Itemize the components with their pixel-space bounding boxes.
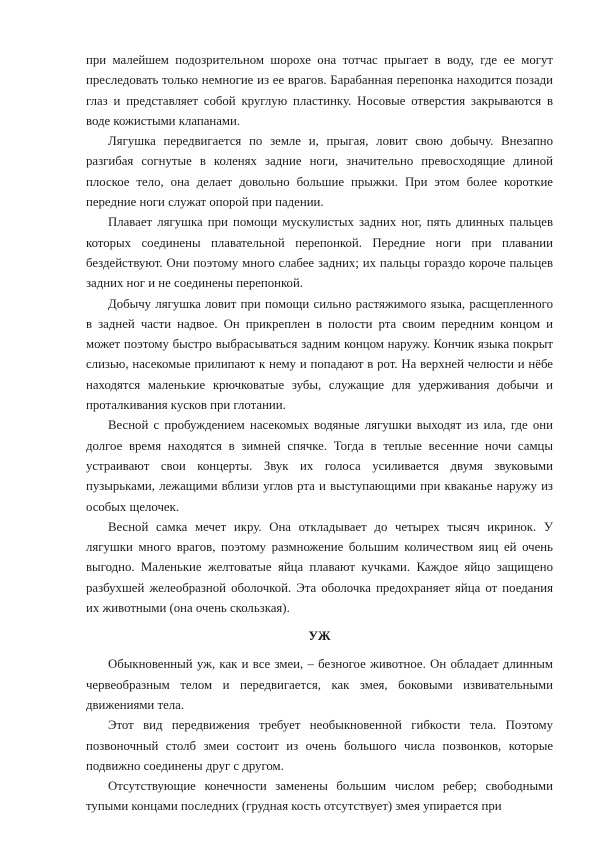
paragraph-frog-swimming: Плавает лягушка при помощи мускулистых задних ног, пять длинных пальцев которых соединены плавательной перепонкой. Передние ноги при плавании бездействуют. Они поэтому много слабее задних; их пальцы гораздо короче пальцев задних ног и не соединены перепонкой. <box>86 215 553 291</box>
paragraph-frog-tongue: Добычу лягушка ловит при помощи сильно растяжимого языка, расщепленного в задней части надвое. Он прикреплен в полости рта своим передним концом и может поэтому быстро выбрасываться задним концом наружу. Кончик языка покрыт слизью, насекомые прилипают к нему и попадают в рот. На верхней челюсти и нёбе находятся маленькие крючковатые зубы, служащие для удерживания добычи и проталкивания кусков при глотании. <box>86 296 553 413</box>
paragraph-snake-ribs: Отсутствующие конечности заменены большим числом ребер; свободными тупыми концами последних (грудная кость отсутствует) змея упирается при <box>86 779 553 814</box>
document-body <box>86 50 553 817</box>
paragraph-continuation: при малейшем подозрительном шорохе она тотчас прыгает в воду, где ее могут преследовать только немногие из ее врагов. Барабанная перепонка находится позади глаз и представляет собой круглую пластинку. Носовые отверстия закрываются в воде кожистыми клапанами. <box>86 53 553 128</box>
paragraph-snake-body: Обыкновенный уж, как и все змеи, – безногое животное. Он обладает длинным червеобразным телом и передвигается, как змея, боковыми извивательными движениями тела. <box>86 657 553 712</box>
paragraph-snake-spine: Этот вид передвижения требует необыкновенной гибкости тела. Поэтому позвоночный столб змеи состоит из очень большого числа позвонков, которые подвижно соединены друг с другом. <box>86 718 553 773</box>
section-heading: УЖ <box>308 629 331 644</box>
paragraph-frog-movement: Лягушка передвигается по земле и, прыгая, ловит свою добычу. Внезапно разгибая согнутые в коленях задние ноги, значительно превосходящие длиной плоское тело, она делает довольно большие прыжки. При этом более короткие передние ноги служат опорой при падении. <box>86 134 553 210</box>
paragraph-frog-spring: Весной с пробуждением насекомых водяные лягушки выходят из ила, где они долгое время находятся в зимней спячке. Тогда в теплые весенние ночи самцы устраивают свои концерты. Звук их голоса усиливается двумя звуковыми пузырьками, лежащими вблизи углов рта и выступающими при кваканье наружу из особых щелочек. <box>86 418 553 514</box>
paragraph-frog-eggs: Весной самка мечет икру. Она откладывает до четырех тысяч икринок. У лягушки много врагов, поэтому размножение большим количеством яиц ей очень выгодно. Маленькие желтоватые яйца плавают кучками. Каждое яйцо защищено разбухшей желеобразной оболочкой. Эта оболочка предохраняет яйца от поедания их животными (она очень скользкая). <box>86 519 553 616</box>
